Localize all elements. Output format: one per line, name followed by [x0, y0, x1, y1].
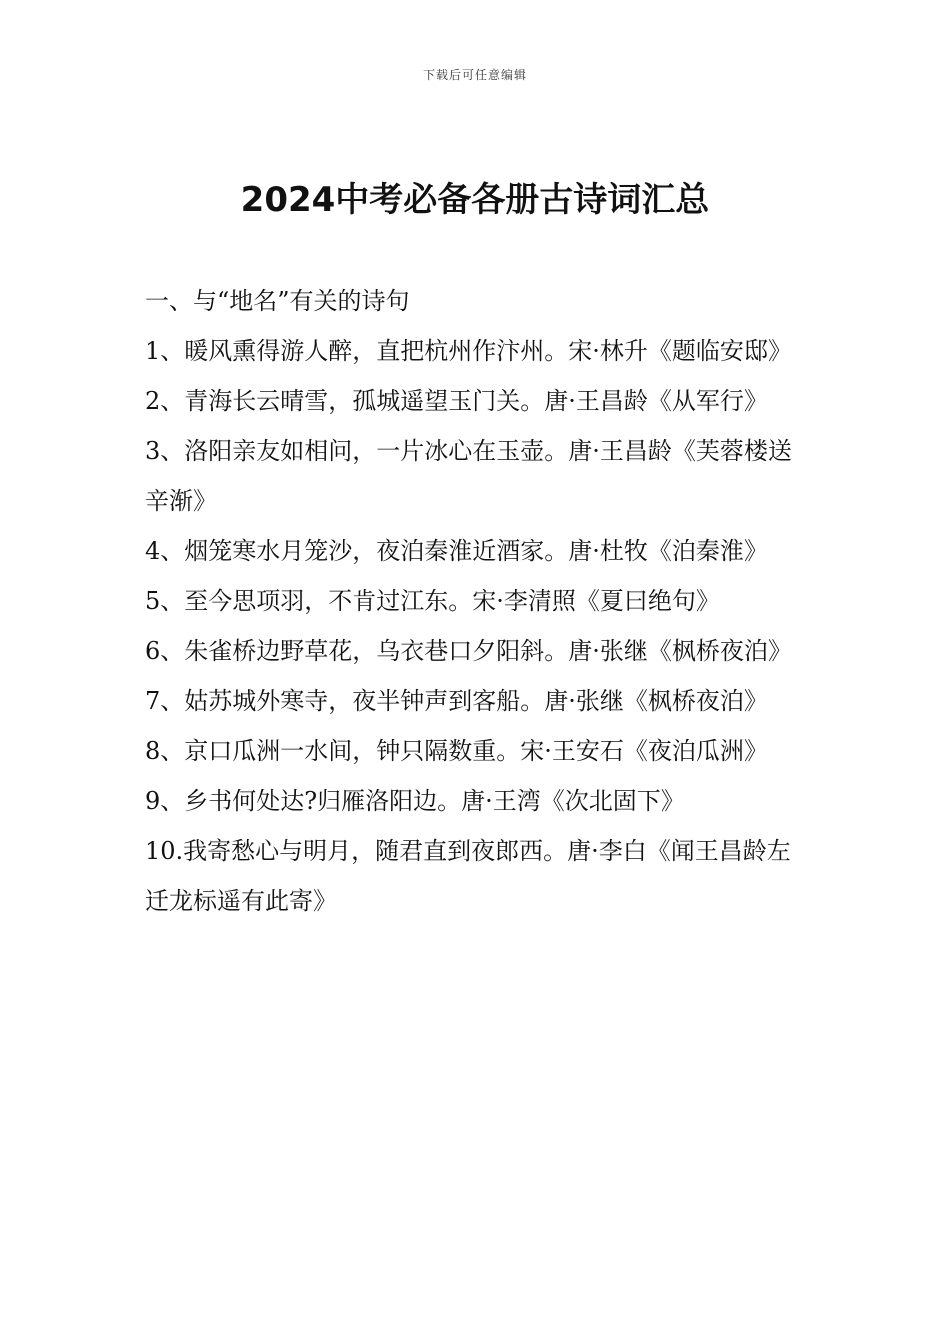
list-item: 4、烟笼寒水月笼沙，夜泊秦淮近酒家。唐·杜牧《泊秦淮》 [145, 537, 768, 565]
list-item: 3、洛阳亲友如相问，一片冰心在玉壶。唐·王昌龄《芙蓉楼送辛渐》 [145, 437, 792, 515]
list-item: 7、姑苏城外寒寺，夜半钟声到客船。唐·张继《枫桥夜泊》 [145, 687, 768, 715]
poem-list [145, 326, 810, 926]
list-item: 1、暖风熏得游人醉，直把杭州作汴州。宋·林升《题临安邸》 [145, 337, 792, 365]
list-item: 6、朱雀桥边野草花，乌衣巷口夕阳斜。唐·张继《枫桥夜泊》 [145, 637, 792, 665]
header-note: 下载后可任意编辑 [422, 68, 527, 82]
list-item: 5、至今思项羽，不肯过江东。宋·李清照《夏曰绝句》 [145, 587, 720, 615]
list-item: 9、乡书何处达?归雁洛阳边。唐·王湾《次北固下》 [145, 787, 685, 815]
list-item: 2、青海长云晴雪，孤城遥望玉门关。唐·王昌龄《从军行》 [145, 387, 768, 415]
list-item: 10.我寄愁心与明月，随君直到夜郎西。唐·李白《闻王昌龄左迁龙标遥有此寄》 [145, 837, 791, 915]
page-title: 2024中考必备各册古诗词汇总 [240, 180, 710, 220]
document-body [145, 276, 810, 926]
list-item: 8、京口瓜洲一水间，钟只隔数重。宋·王安石《夜泊瓜洲》 [145, 737, 768, 765]
section-heading: 一、与“地名”有关的诗句 [145, 287, 410, 315]
